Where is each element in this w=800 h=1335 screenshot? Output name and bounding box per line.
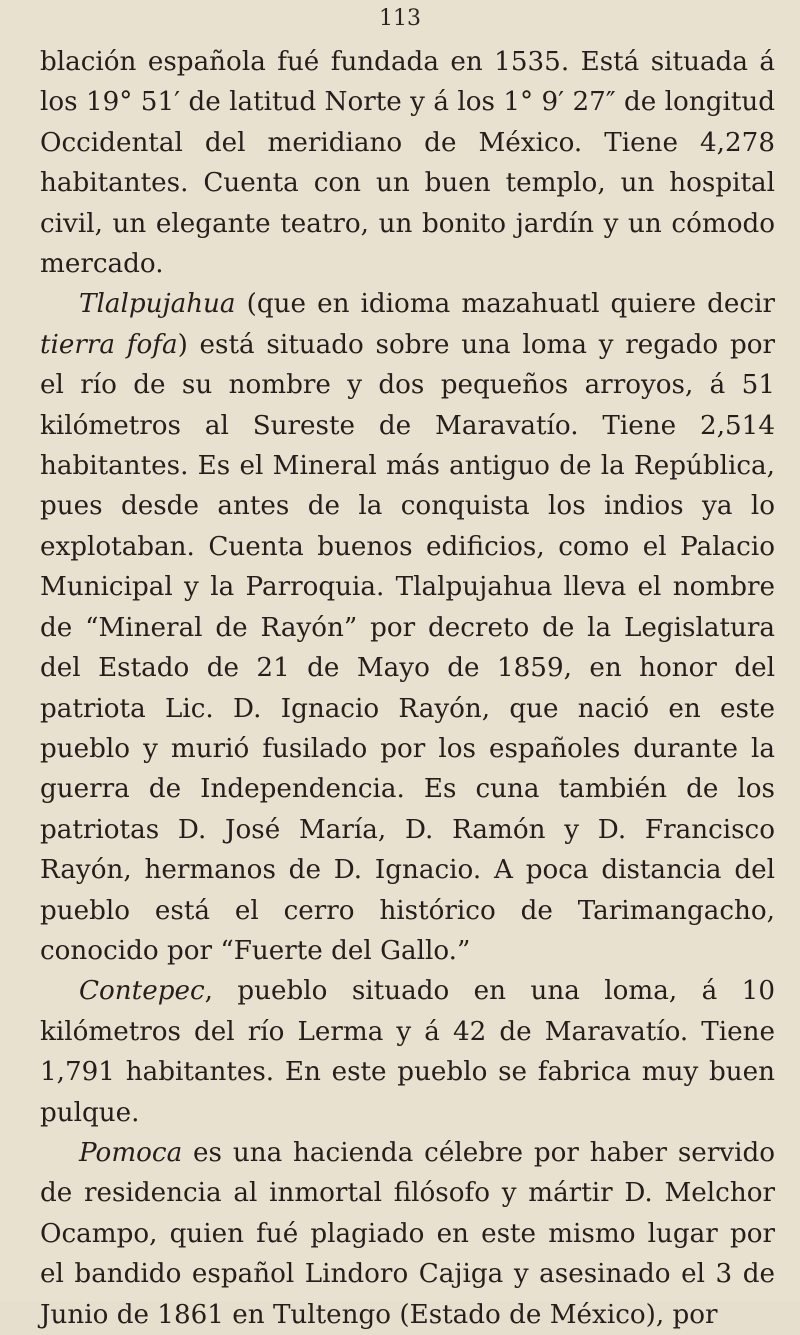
paragraph-text: blación española fué fundada en 1535. Está situada á los 19° 51′ de latitud Norte y á los 1° 9′ 27″ de longitud Occidental del meridiano de México. Tiene 4,278 habitantes. Cuenta con un buen templo, un hospital civil, un elegante teatro, un bonito jardín y un cómodo mercado. (40, 47, 775, 280)
paragraph-text: (que en idioma mazahuatl quiere decir (235, 289, 775, 320)
paragraph-text: ) está situado sobre una loma y regado por el río de su nombre y dos pequeños arroyos, á 51 kilómetros al Sureste de Maravatío. Tiene 2,514 habitantes. Es el Mineral más antiguo de la República, pues desde antes de la conquista los indios ya lo explotaban. Cuenta buenos edificios, como el Palacio Municipal y la Parroquia. Tlalpujahua lleva el nombre de “Mineral de Rayón” por decreto de la Legislatura del Estado de 21 de Mayo de 1859, en honor del patriota Lic. D. Ignacio Rayón, que nació en este pueblo y murió fusilado por los españoles durante la guerra de Independencia. Es cuna también de los patriotas D. José María, D. Ramón y D. Francisco Rayón, hermanos de D. Ignacio. A poca distancia del pueblo está el cerro histórico de Tarimangacho, conocido por “Fuerte del Gallo.” (40, 329, 775, 966)
body-text (40, 42, 775, 1335)
place-name-tlalpujahua: Tlalpujahua (79, 289, 236, 320)
paragraph-text: , pueblo situado en una loma, á 10 kilómetros del río Lerma y á 42 de Maravatío. Tiene 1,791 habitantes. En este pueblo se fabrica muy buen pulque. (40, 976, 775, 1128)
place-name-pomoca: Pomoca (79, 1137, 183, 1168)
paragraph-text: es una hacienda célebre por haber servido de residencia al inmortal filósofo y mártir D. Melchor Ocampo, quien fué plagiado en este mismo lugar por el bandido español Lindoro Cajiga y asesinado el 3 de Junio de 1861 en Tultengo (Estado de México), por (40, 1137, 775, 1330)
paragraph-pomoca (40, 1133, 775, 1335)
paragraph-maravatio-continuation (40, 42, 775, 284)
paragraph-tlalpujahua (40, 284, 775, 971)
page-number: 113 (379, 6, 421, 31)
paragraph-contepec (40, 971, 775, 1133)
place-name-contepec: Contepec (79, 976, 205, 1007)
gloss-tierra-fofa: tierra fofa (40, 329, 178, 360)
